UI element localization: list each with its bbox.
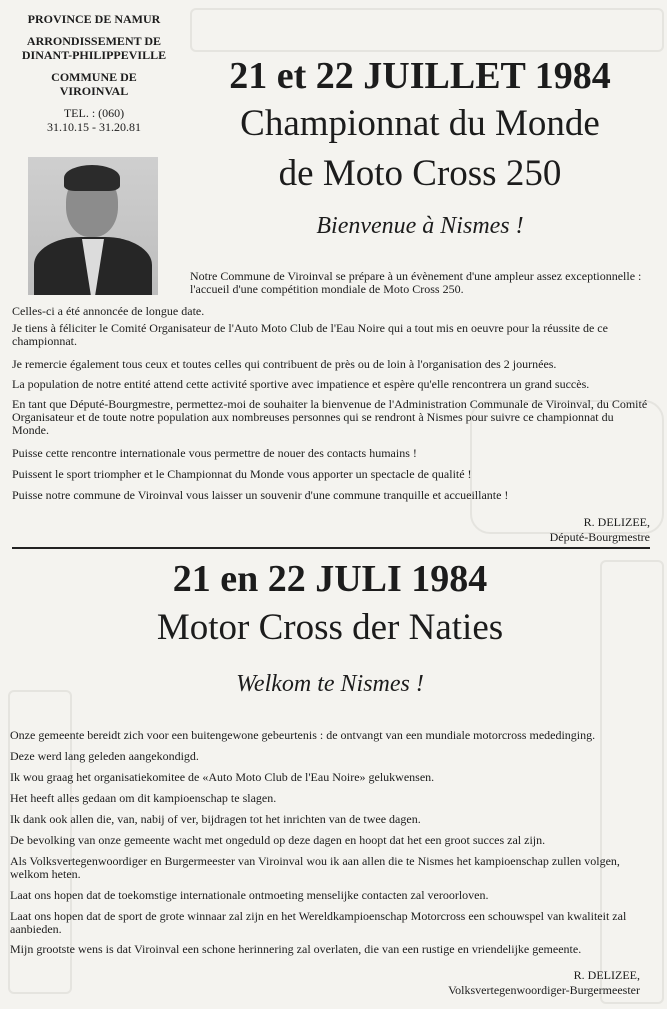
arrondissement-line-2: DINANT-PHILIPPEVILLE	[21, 48, 167, 62]
watermark-pattern	[190, 8, 664, 52]
letterhead	[10, 12, 178, 134]
commune-line-1: COMMUNE DE	[51, 70, 137, 84]
dutch-title: Motor Cross der Naties	[156, 607, 504, 648]
signature-title: Député-Bourgmestre	[549, 530, 650, 544]
french-paragraph: Je tiens à féliciter le Comité Organisateur de l'Auto Moto Club de l'Eau Noire qui a tout mis en oeuvre pour la réussite de ce championnat.	[12, 321, 608, 348]
dutch-paragraph: Ik dank ook allen die, van, nabij of ver, bijdragen tot het inrichten van de twee dagen.	[10, 812, 421, 826]
french-paragraph: Notre Commune de Viroinval se prépare à un évènement d'une ampleur assez exceptionnelle : l'accueil d'une compétition mondiale de Moto Cross 250.	[190, 269, 642, 296]
french-paragraph: Puissent le sport triompher et le Championnat du Monde vous apporter un spectacle de qualité !	[12, 467, 472, 481]
french-paragraph: Puisse notre commune de Viroinval vous laisser un souvenir d'une commune tranquille et accueillante !	[12, 488, 509, 502]
province: PROVINCE DE NAMUR	[27, 12, 161, 26]
french-paragraph: La population de notre entité attend cette activité sportive avec impatience et espère qu'elle rencontrera un grand succès.	[12, 377, 590, 391]
signature-name: R. DELIZEE,	[573, 968, 640, 982]
dutch-paragraph: Het heeft alles gedaan om dit kampioenschap te slagen.	[10, 791, 277, 805]
commune-line-2: VIROINVAL	[59, 84, 129, 98]
telephone-numbers: 31.10.15 - 31.20.81	[47, 120, 141, 134]
french-date-heading: 21 et 22 JUILLET 1984	[229, 55, 611, 97]
french-paragraph: Celles-ci a été annoncée de longue date.	[12, 304, 205, 318]
french-paragraph: En tant que Député-Bourgmestre, permettez-moi de souhaiter la bienvenue de l'Administration Communale de Viroinval, du Comité Organisateur et de toute notre population aux nombreuses personnes qui se rendront à Nismes pour suivre ce championnat du Monde.	[12, 397, 648, 437]
portrait-photo	[28, 157, 158, 295]
dutch-paragraph: Deze werd lang geleden aangekondigd.	[10, 749, 199, 763]
dutch-signature	[380, 968, 640, 998]
french-title-line-1: Championnat du Monde	[240, 103, 600, 144]
french-paragraph: Je remercie également tous ceux et toutes celles qui contribuent de près ou de loin à l'organisation des 2 journées.	[12, 357, 557, 371]
dutch-date-heading: 21 en 22 JULI 1984	[172, 558, 488, 600]
french-title-line-2: de Moto Cross 250	[278, 153, 562, 194]
dutch-paragraph: Onze gemeente bereidt zich voor een buitengewone gebeurtenis : de ontvangt van een mundiale motorcross mededinging.	[10, 728, 596, 742]
dutch-paragraph: Mijn grootste wens is dat Viroinval een schone herinnering zal overlaten, die van een rustige en vriendelijke gemeente.	[10, 942, 582, 956]
dutch-welcome: Welkom te Nismes !	[236, 671, 424, 697]
french-welcome: Bienvenue à Nismes !	[316, 213, 524, 239]
french-signature	[400, 515, 650, 545]
section-divider	[12, 547, 650, 549]
signature-title: Volksvertegenwoordiger-Burgermeester	[448, 983, 640, 997]
dutch-paragraph: De bevolking van onze gemeente wacht met ongeduld op deze dagen en hoopt dat het een groot succes zal zijn.	[10, 833, 546, 847]
dutch-paragraph: Laat ons hopen dat de toekomstige internationale ontmoeting menselijke contacten zal veroorloven.	[10, 888, 489, 902]
french-paragraph: Puisse cette rencontre internationale vous permettre de nouer des contacts humains !	[12, 446, 417, 460]
signature-name: R. DELIZEE,	[583, 515, 650, 529]
telephone-label: TEL. : (060)	[63, 106, 125, 120]
arrondissement-line-1: ARRONDISSEMENT DE	[26, 34, 162, 48]
dutch-paragraph: Als Volksvertegenwoordiger en Burgermeester van Viroinval wou ik aan allen die te Nismes het kampioenschap zullen volgen, welkom heten.	[10, 854, 620, 881]
dutch-paragraph: Ik wou graag het organisatiekomitee de «Auto Moto Club de l'Eau Noire» gelukwensen.	[10, 770, 435, 784]
dutch-paragraph: Laat ons hopen dat de sport de grote winnaar zal zijn en het Wereldkampioenschap Motorcross een schouwspel van kwaliteit zal aanbieden.	[10, 909, 627, 936]
